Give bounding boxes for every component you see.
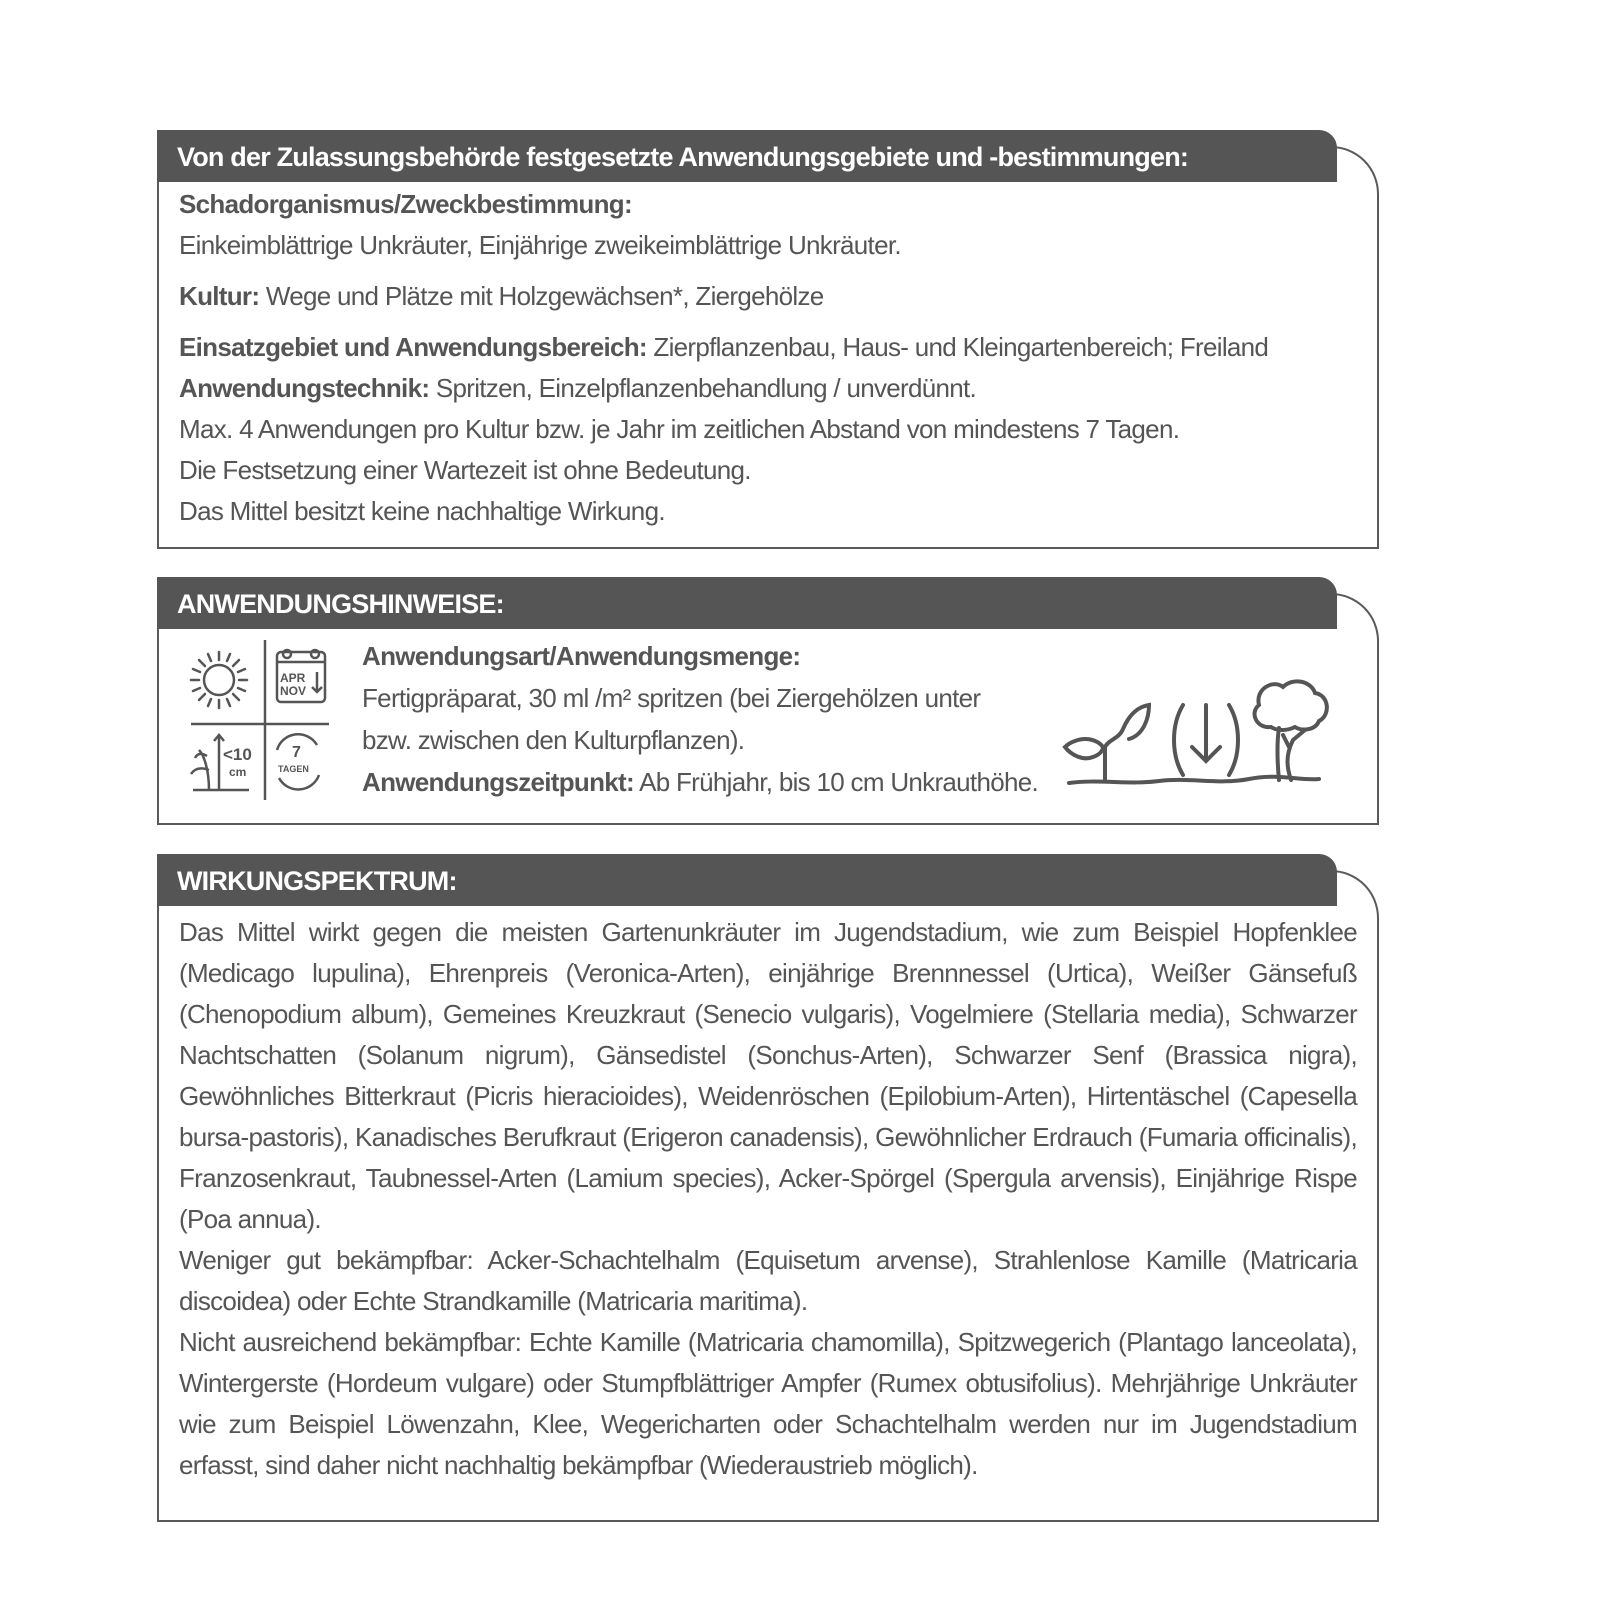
nicht-ausreichend-paragraph: Nicht ausreichend bekämpfbar: Echte Kamille (Matricaria chamomilla), Spitzwegerich (Plantago lanceolata), Wintergerste (Hordeum vulgare) oder Stumpfblättriger Ampfer (Rumex obtusifolius). Mehrjährige Unkräuter wie zum Beispiel Löwenzahn, Klee, Wegericharten oder Schachtelhalm werden nur im Jugendstadium erfasst, sind daher nicht nachhaltig bekämpfbar (Wiederaustrieb möglich). — [179, 1327, 1357, 1480]
technik-label: Anwendungstechnik: — [179, 373, 430, 403]
technik-text: Spritzen, Einzelpflanzenbehandlung / unverdünnt. — [435, 373, 977, 403]
schadorganismus-text: Einkeimblättrige Unkräuter, Einjährige zweikeimblättrige Unkräuter. — [179, 230, 901, 260]
svg-text:NOV: NOV — [280, 684, 307, 698]
anwendungsart-text-2: bzw. zwischen den Kulturpflanzen). — [362, 725, 745, 755]
svg-text:TAGEN: TAGEN — [278, 764, 309, 774]
wirkung: Das Mittel besitzt keine nachhaltige Wirkung. — [179, 496, 665, 526]
kultur-label: Kultur: — [179, 281, 260, 311]
einsatz-label: Einsatzgebiet und Anwendungsbereich: — [179, 332, 647, 362]
wirkung-paragraph: Das Mittel wirkt gegen die meisten Gartenunkräuter im Jugendstadium, wie zum Beispiel Hopfenklee (Medicago lupulina), Ehrenpreis (Veronica-Arten), einjährige Brennnessel (Urtica), Weißer Gänsefuß (Chenopodium album), Gemeines Kreuzkraut (Senecio vulgaris), Vogelmiere (Stellaria media), Schwarzer Nachtschatten (Solanum nigrum), Gänsedistel (Sonchus-Arten), Schwarzer Senf (Brassica nigra), Gewöhnliches Bitterkraut (Picris hieracioides), Weidenröschen (Epilobium-Arten), Hirtentäschel (Capesella bursa-pastoris), Kanadisches Berufkraut (Erigeron canadensis), Gewöhnlicher Erdrauch (Fumaria officinalis), Franzosenkraut, Taubnessel-Arten (Lamium species), Acker-Spörgel (Spergula arvensis), Einjährige Rispe (Poa annua). — [179, 917, 1357, 1234]
interval-icon — [277, 734, 319, 789]
svg-text:<10: <10 — [223, 745, 252, 764]
anwendungsart-text-1: Fertigpräparat, 30 ml /m² spritzen (bei Ziergehölzen unter — [362, 683, 981, 713]
kultur-text: Wege und Plätze mit Holzgewächsen*, Ziergehölze — [265, 281, 824, 311]
zeitpunkt-text: Ab Frühjahr, bis 10 cm Unkrauthöhe. — [639, 767, 1039, 797]
einsatz-text: Zierpflanzenbau, Haus- und Kleingartenbereich; Freiland — [653, 332, 1269, 362]
svg-text:cm: cm — [229, 765, 247, 779]
application-icons-grid — [179, 640, 329, 800]
svg-text:APR: APR — [280, 671, 306, 685]
kultur-line — [179, 276, 1357, 317]
plant-arrow-tree-icon — [1057, 655, 1332, 795]
svg-text:7: 7 — [292, 744, 301, 761]
anwendungsart-label: Anwendungsart/Anwendungsmenge: — [362, 641, 801, 671]
max-anwendungen: Max. 4 Anwendungen pro Kultur bzw. je Jahr im zeitlichen Abstand von mindestens 7 Tagen. — [179, 414, 1180, 444]
section-anwendungsgebiete — [157, 142, 1379, 549]
zeitpunkt-line — [362, 761, 1038, 803]
section-header: ANWENDUNGSHINWEISE: — [157, 577, 1337, 629]
sun-icon — [191, 652, 247, 708]
section-header: WIRKUNGSPEKTRUM: — [157, 854, 1337, 906]
section-header: Von der Zulassungsbehörde festgesetzte Anwendungsgebiete und -bestimmungen: — [157, 130, 1337, 182]
schadorganismus-label: Schadorganismus/Zweckbestimmung: — [179, 189, 632, 219]
weniger-gut-paragraph: Weniger gut bekämpfbar: Acker-Schachtelhalm (Equisetum arvense), Strahlenlose Kamille (Matricaria discoidea) oder Echte Strandkamille (Matricaria maritima). — [179, 1245, 1357, 1316]
technik-line — [179, 368, 1357, 409]
wartezeit: Die Festsetzung einer Wartezeit ist ohne Bedeutung. — [179, 455, 751, 485]
section-wirkungsspektrum — [157, 866, 1379, 1522]
einsatz-line — [179, 327, 1357, 368]
zeitpunkt-label: Anwendungszeitpunkt: — [362, 767, 634, 797]
section-anwendungshinweise — [157, 589, 1379, 825]
